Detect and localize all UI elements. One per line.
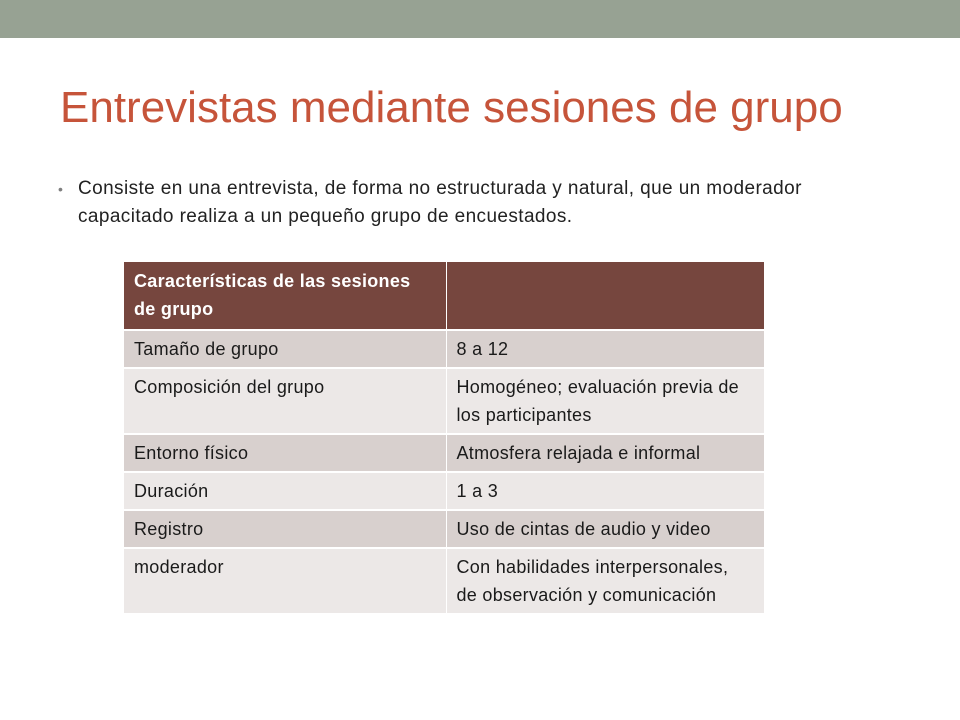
table-row: [124, 548, 764, 613]
value-cell: 1 a 3: [446, 472, 764, 510]
table-header-cell: [446, 262, 764, 330]
value-cell: 8 a 12: [446, 330, 764, 368]
value-cell: Uso de cintas de audio y video: [446, 510, 764, 548]
bullet-text: Consiste en una entrevista, de forma no estructurada y natural, que un moderador capacitado realiza a un pequeño grupo de encuestados.: [78, 178, 802, 227]
value-cell: Homogéneo; evaluación previa de los participantes: [446, 368, 764, 434]
table-row: [124, 330, 764, 368]
bullet-dot-icon: •: [58, 181, 63, 197]
table-row: [124, 510, 764, 548]
table-header-row: [124, 262, 764, 330]
table-row: [124, 368, 764, 434]
table-header-cell: Características de las sesiones de grupo: [124, 262, 446, 330]
characteristics-table: [124, 262, 764, 613]
feature-cell: Duración: [124, 472, 446, 510]
feature-cell: Entorno físico: [124, 434, 446, 472]
value-cell: Con habilidades interpersonales, de observación y comunicación: [446, 548, 764, 613]
bullet-item: [58, 175, 878, 231]
top-accent-bar: [0, 0, 960, 38]
slide-title: Entrevistas mediante sesiones de grupo: [60, 83, 843, 132]
feature-cell: Tamaño de grupo: [124, 330, 446, 368]
table-row: [124, 472, 764, 510]
feature-cell: Registro: [124, 510, 446, 548]
feature-cell: moderador: [124, 548, 446, 613]
value-cell: Atmosfera relajada e informal: [446, 434, 764, 472]
feature-cell: Composición del grupo: [124, 368, 446, 434]
table-row: [124, 434, 764, 472]
